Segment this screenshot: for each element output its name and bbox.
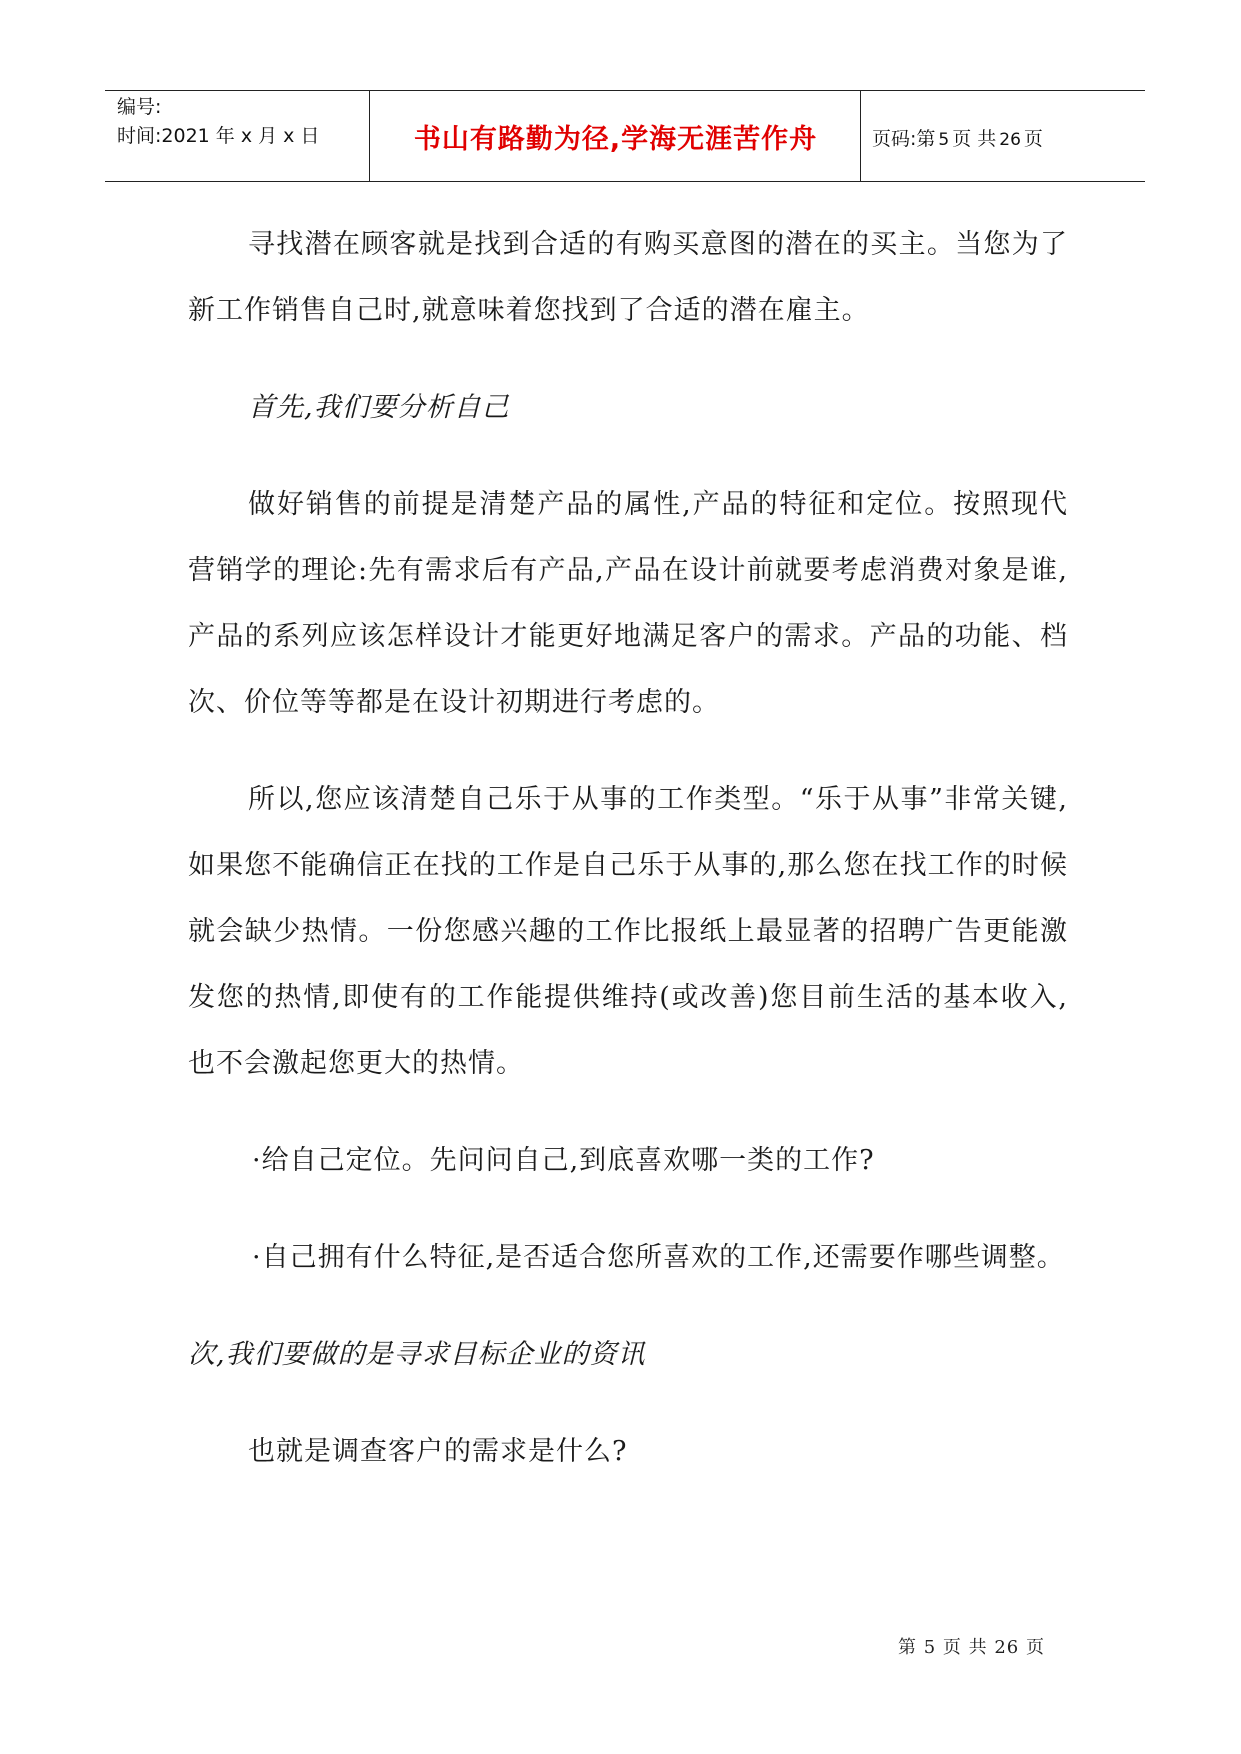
serial-number-label: 编号: [117, 96, 162, 118]
document-body [188, 212, 1068, 1516]
header-meta [117, 93, 372, 151]
header-divider-left [369, 91, 370, 181]
page-prefix: 页码:第 [872, 128, 936, 150]
bullet-self-positioning: ·给自己定位。先问问自己,到底喜欢哪一类的工作? [252, 1145, 875, 1176]
page-current: 5 [938, 130, 950, 150]
header-divider-right [860, 91, 861, 181]
paragraph-prospects: 寻找潜在顾客就是找到合适的有购买意图的潜在的买主。当您为了新工作销售自己时,就意味着您找到了合适的潜在雇主。 [188, 229, 1068, 326]
header-page-indicator [872, 124, 1043, 151]
header-motto: 书山有路勤为径,学海无涯苦作舟 [413, 124, 818, 155]
page-header [105, 90, 1145, 182]
bullet-self-traits: ·自己拥有什么特征,是否适合您所喜欢的工作,还需要作哪些调整。 [252, 1242, 1065, 1273]
paragraph-job-passion: 所以,您应该清楚自己乐于从事的工作类型。“乐于从事”非常关键,如果您不能确信正在找的工作是自己乐于从事的,那么您在找工作的时候就会缺少热情。一份您感兴趣的工作比报纸上最显著的招聘广告更能激发您的热情,即使有的工作能提供维持(或改善)您目前生活的基本收入,也不会激起您更大的热情。 [188, 784, 1068, 1079]
paragraph-product-positioning: 做好销售的前提是清楚产品的属性,产品的特征和定位。按照现代营销学的理论:先有需求后有产品,产品在设计前就要考虑消费对象是谁,产品的系列应该怎样设计才能更好地满足客户的需求。产品的功能、档次、价位等等都是在设计初期进行考虑的。 [188, 489, 1068, 718]
page-suffix: 页 [1023, 128, 1043, 150]
time-label: 时间:2021 年 x 月 x 日 [117, 125, 320, 147]
page-mid: 页 共 [952, 128, 997, 150]
paragraph-customer-needs: 也就是调查客户的需求是什么? [248, 1436, 628, 1467]
heading-analyze-self: 首先,我们要分析自己 [248, 392, 510, 423]
page-footer: 第 5 页 共 26 页 [898, 1637, 1045, 1658]
page-total: 26 [999, 130, 1021, 150]
heading-target-company: 次,我们要做的是寻求目标企业的资讯 [188, 1339, 646, 1370]
